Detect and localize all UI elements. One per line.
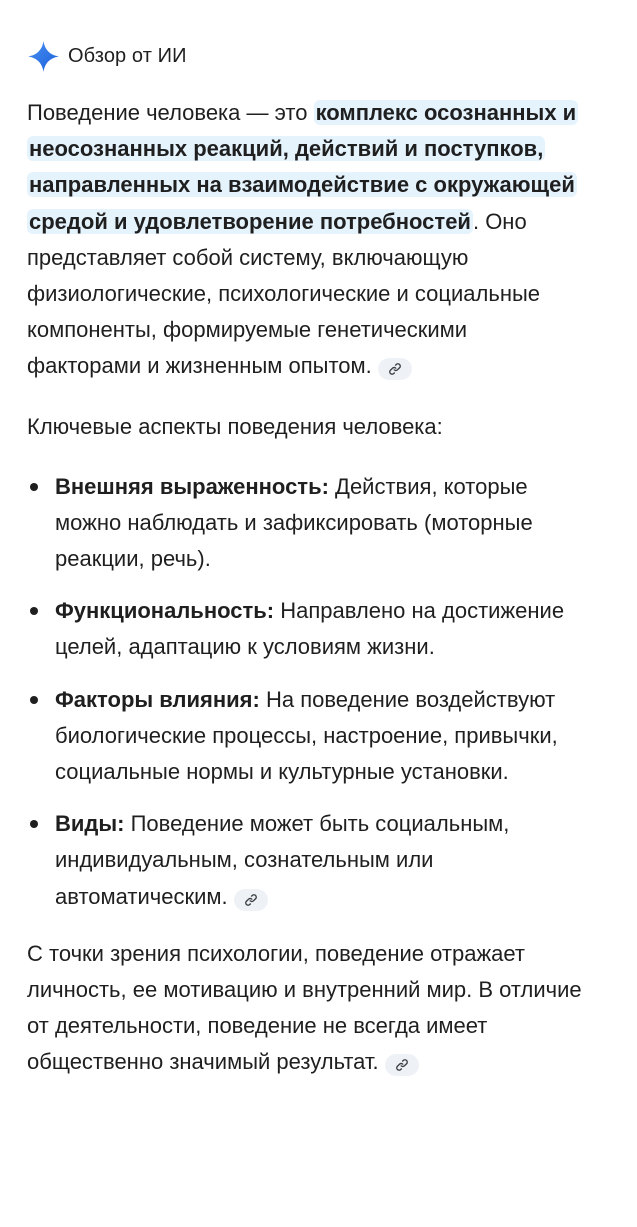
- source-link-chip-2[interactable]: [234, 889, 268, 911]
- intro-paragraph: [27, 95, 585, 385]
- source-link-chip-3[interactable]: [385, 1054, 419, 1076]
- link-icon: [388, 362, 402, 376]
- list-item: [27, 682, 585, 791]
- aspects-list: [27, 469, 585, 915]
- intro-lead: Поведение человека — это: [27, 100, 314, 125]
- list-item: [27, 806, 585, 915]
- intro-highlight[interactable]: комплекс осознанных и неосознанных реакций, действий и поступков, направленных на взаимодействие с окружающей средой и удовлетворение потребностей: [29, 100, 577, 234]
- closing-paragraph: [27, 936, 585, 1081]
- aspect-text: Направлено на достижение целей, адаптацию к условиям жизни.: [55, 598, 565, 660]
- list-item: [27, 593, 585, 665]
- aspect-text: На поведение воздействуют биологические процессы, настроение, привычки, социальные нормы и культурные установки.: [55, 686, 558, 785]
- ai-overview-panel: [0, 27, 637, 1227]
- intro-rest: . Оно представляет собой систему, включающую физиологические, психологические и социальные компоненты, формируемые генетическими факторами и жизненным опытом.: [27, 208, 541, 379]
- aspect-term: Факторы влияния:: [55, 686, 260, 712]
- bullet-icon: [30, 607, 38, 615]
- ai-overview-header: [27, 27, 585, 85]
- bullet-icon: [30, 820, 38, 828]
- link-icon: [244, 893, 258, 907]
- source-link-chip-1[interactable]: [378, 358, 412, 380]
- aspect-text: Поведение может быть социальным, индивидуальным, сознательным или автоматическим.: [55, 811, 510, 909]
- list-item: [27, 469, 585, 578]
- link-icon: [395, 1058, 409, 1072]
- sparkle-icon: [27, 40, 60, 73]
- bullet-icon: [30, 696, 38, 704]
- aspect-term: Функциональность:: [55, 598, 275, 624]
- bullet-icon: [30, 483, 38, 491]
- aspects-intro: Ключевые аспекты поведения человека:: [27, 413, 443, 439]
- aspect-term: Внешняя выраженность:: [55, 473, 329, 499]
- closing-text: С точки зрения психологии, поведение отражает личность, ее мотивацию и внутренний мир. В отличие от деятельности, поведение не всегда имеет общественно значимый результат.: [27, 940, 582, 1075]
- ai-overview-title: Обзор от ИИ: [68, 45, 187, 67]
- aspect-term: Виды:: [55, 811, 125, 837]
- aspect-text: Действия, которые можно наблюдать и зафиксировать (моторные реакции, речь).: [55, 473, 533, 572]
